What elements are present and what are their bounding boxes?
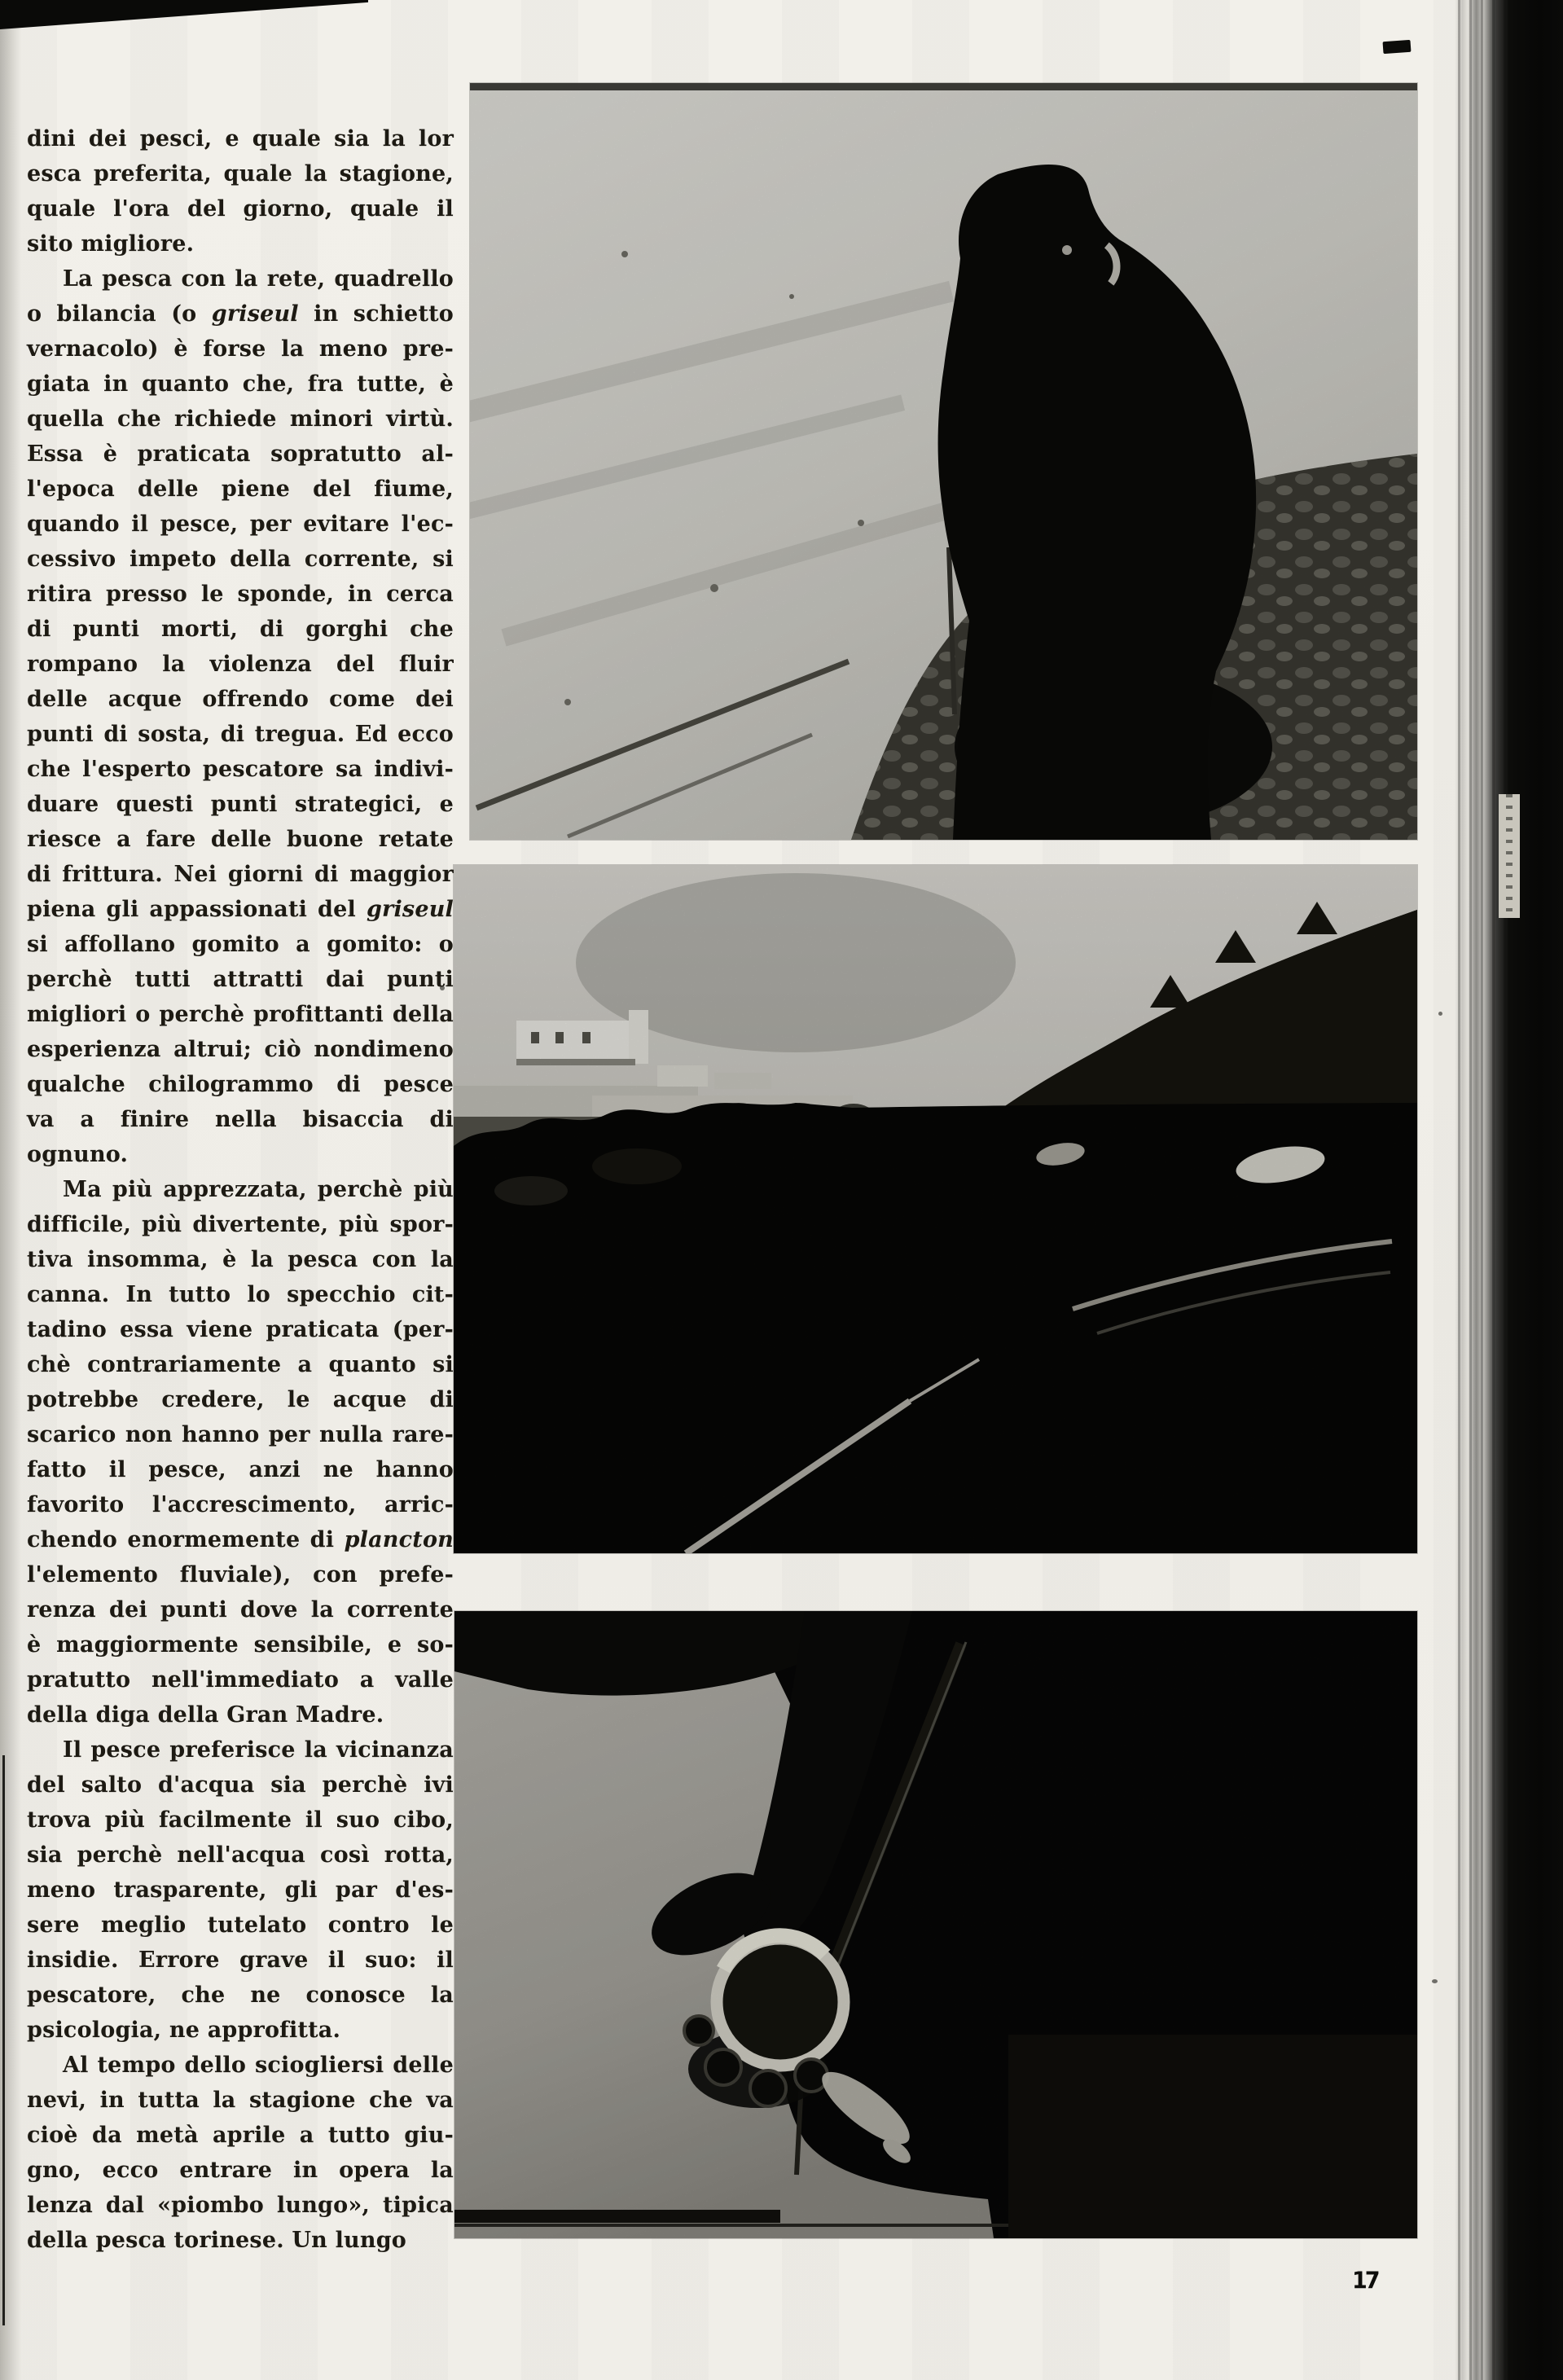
article-line: Il pesce preferisce la vicinanza [63, 1737, 454, 1763]
page-number: 17 [1352, 2268, 1378, 2294]
scan-speck [1432, 1979, 1438, 1983]
article-line: rompano la violenza del fluir [27, 652, 454, 677]
article-line: giata in quanto che, fra tutte, è [27, 371, 454, 397]
article-line: perchè tutti attratti dai punti [27, 967, 454, 992]
article-line: è maggiormente sensibile, e so- [27, 1632, 454, 1658]
article-line: cessivo impeto della corrente, si [27, 547, 454, 572]
article-line: sia perchè nell'acqua così rotta, [27, 1842, 454, 1868]
article-line: l'elemento fluviale), con prefe- [27, 1562, 454, 1587]
article-line: lenza dal «piombo lungo», tipica [27, 2193, 454, 2218]
article-line: esca preferita, quale la stagione, [27, 161, 454, 187]
article-line: del salto d'acqua sia perchè ivi [27, 1772, 454, 1798]
article-line: l'epoca delle piene del fiume, [27, 476, 454, 502]
article-line: migliori o perchè profittanti della [27, 1002, 454, 1027]
article-line: quando il pesce, per evitare l'ec- [27, 512, 454, 537]
article-line: tiva insomma, è la pesca con la [27, 1247, 454, 1272]
article-line: quella che richiede minori virtù. [27, 406, 454, 432]
article-line: psicologia, ne approfitta. [27, 2018, 341, 2043]
photo-riverbank-crowd-bridge [454, 865, 1417, 1553]
article-line: Al tempo dello sciogliersi delle [63, 2053, 454, 2078]
article-line: ognuno. [27, 1142, 129, 1167]
article-line: piena gli appassionati del griseul [27, 897, 454, 922]
article-line: meno trasparente, gli par d'es- [27, 1877, 454, 1903]
article-line: insidie. Errore grave il suo: il [27, 1947, 454, 1973]
article-line: dini dei pesci, e quale sia la lor [27, 126, 454, 151]
article-line: La pesca con la rete, quadrello [63, 266, 454, 292]
article-line: riesce a fare delle buone retate [27, 827, 454, 852]
spine-label-patch [1499, 794, 1520, 918]
article-line: o bilancia (o griseul in schietto [27, 301, 454, 327]
article-line: renza dei punti dove la corrente [27, 1597, 454, 1623]
article-line: pescatore, che ne conosce la [27, 1983, 454, 2008]
article-line: tadino essa viene praticata (per- [27, 1317, 454, 1342]
book-spine-band [1455, 0, 1563, 2380]
article-line: vernacolo) è forse la meno pre- [27, 336, 454, 362]
article-line: sito migliore. [27, 231, 195, 257]
scan-artifact-left-rule [2, 1755, 5, 2325]
article-line: cioè da metà aprile a tutto giu- [27, 2123, 454, 2148]
article-line: canna. In tutto lo specchio cit- [27, 1282, 454, 1307]
article-line: della diga della Gran Madre. [27, 1702, 384, 1728]
article-line: della pesca torinese. Un lungo [27, 2228, 406, 2253]
article-line: che l'esperto pescatore sa indivi- [27, 757, 454, 782]
article-line: nevi, in tutta la stagione che va [27, 2088, 454, 2113]
article-line: di punti morti, di gorghi che [27, 617, 454, 642]
article-line: punti di sosta, di tregua. Ed ecco [27, 722, 454, 747]
article-line: duare questi punti strategici, e [27, 792, 454, 817]
article-line: scarico non hanno per nulla rare- [27, 1422, 454, 1447]
article-line: pratutto nell'immediato a valle [27, 1667, 454, 1693]
scan-artifact-dash [1383, 40, 1412, 54]
scan-artifact-top-wedge [0, 0, 368, 29]
article-line: ritira presso le sponde, in cerca [27, 582, 454, 607]
article-line: di frittura. Nei giorni di maggior [27, 862, 454, 887]
article-line: delle acque offrendo come dei [27, 687, 454, 712]
article-line: Ma più apprezzata, perchè più [63, 1177, 454, 1202]
article-line: difficile, più divertente, più spor- [27, 1212, 454, 1237]
article-line: sere meglio tutelato contro le [27, 1912, 454, 1938]
article-line: trova più facilmente il suo cibo, [27, 1807, 454, 1833]
photo-fisherman-cobbled-bank [470, 83, 1417, 840]
photo-hand-with-reel [454, 1611, 1417, 2238]
article-line: Essa è praticata sopratutto al- [27, 441, 454, 467]
article-line: va a finire nella bisaccia di [27, 1107, 454, 1132]
article-line: chendo enormemente di plancton [27, 1527, 454, 1552]
article-line: qualche chilogrammo di pesce [27, 1072, 454, 1097]
article-line: chè contrariamente a quanto si [27, 1352, 454, 1377]
article-line: favorito l'accrescimento, arric- [27, 1492, 454, 1517]
article-line: esperienza altrui; ciò nondimeno [27, 1037, 454, 1062]
article-line: si affollano gomito a gomito: o [27, 932, 454, 957]
article-line: fatto il pesce, anzi ne hanno [27, 1457, 454, 1482]
article-line: quale l'ora del giorno, quale il [27, 196, 454, 222]
article-column [27, 121, 454, 2258]
scan-speck [1438, 1012, 1442, 1016]
article-line: gno, ecco entrare in opera la [27, 2158, 454, 2183]
article-line: potrebbe credere, le acque di [27, 1387, 454, 1412]
